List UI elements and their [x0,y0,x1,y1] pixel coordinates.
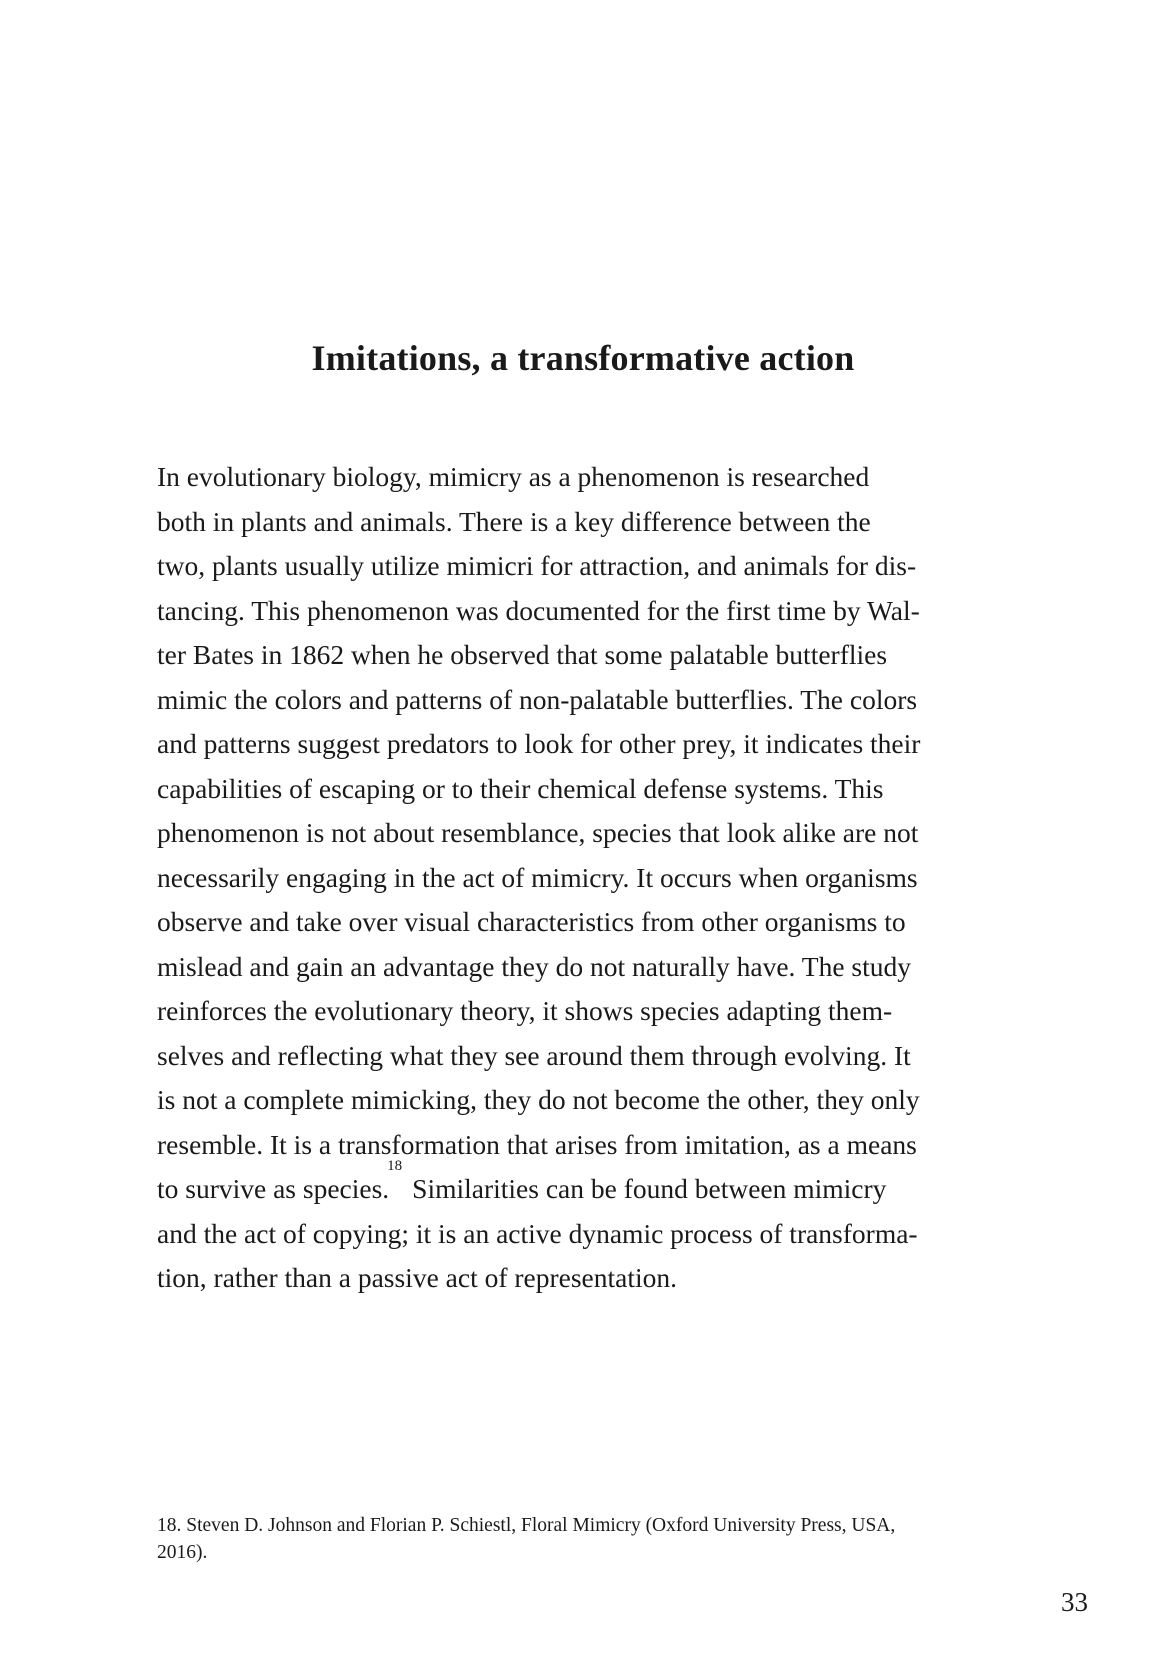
body-text [157,455,1017,1301]
body-line: capabilities of escaping or to their chemical defense systems. This [157,772,884,804]
footnote-reference: 18 [387,1158,403,1174]
body-line-text-before-ref: to survive as species. [157,1173,390,1204]
body-line: and patterns suggest predators to look for other prey, it indicates their [157,728,921,759]
body-line: In evolutionary biology, mimicry as a phenomenon is researched [157,461,870,492]
page-number: 33 [1061,1587,1088,1617]
body-line: observe and take over visual characteristics from other organisms to [157,906,906,937]
body-line: selves and reflecting what they see around them through evolving. It [157,1039,911,1071]
footnote-line: 2016). [157,1542,208,1563]
page-title: Imitations, a transformative action [311,338,855,378]
body-line: tancing. This phenomenon was documented for the first time by Wal- [157,594,920,626]
body-line: tion, rather than a passive act of representation. [157,1262,678,1293]
body-line-text-after-ref: Similarities can be found between mimicry [412,1173,887,1204]
body-line: ter Bates in 1862 when he observed that some palatable butterflies [157,639,888,670]
body-line: phenomenon is not about resemblance, species that look alike are not [157,817,919,848]
body-line: resemble. It is a transformation that arises from imitation, as a means [157,1128,917,1160]
body-line: mislead and gain an advantage they do not naturally have. The study [157,950,911,982]
body-line: is not a complete mimicking, they do not become the other, they only [157,1084,920,1115]
body-line: two, plants usually utilize mimicri for attraction, and animals for dis- [157,550,917,581]
body-line: necessarily engaging in the act of mimicry. It occurs when organisms [157,861,918,893]
footnote [157,1512,1017,1566]
body-line: both in plants and animals. There is a key difference between the [157,505,871,537]
body-line: mimic the colors and patterns of non-palatable butterflies. The colors [157,683,918,715]
footnote-line: 18. Steven D. Johnson and Florian P. Schiestl, Floral Mimicry (Oxford University Press, USA, [157,1515,896,1536]
body-line: reinforces the evolutionary theory, it shows species adapting them- [157,995,893,1026]
body-line: and the act of copying; it is an active dynamic process of transforma- [157,1217,918,1249]
body-line-with-footnote-ref [157,1158,1017,1212]
